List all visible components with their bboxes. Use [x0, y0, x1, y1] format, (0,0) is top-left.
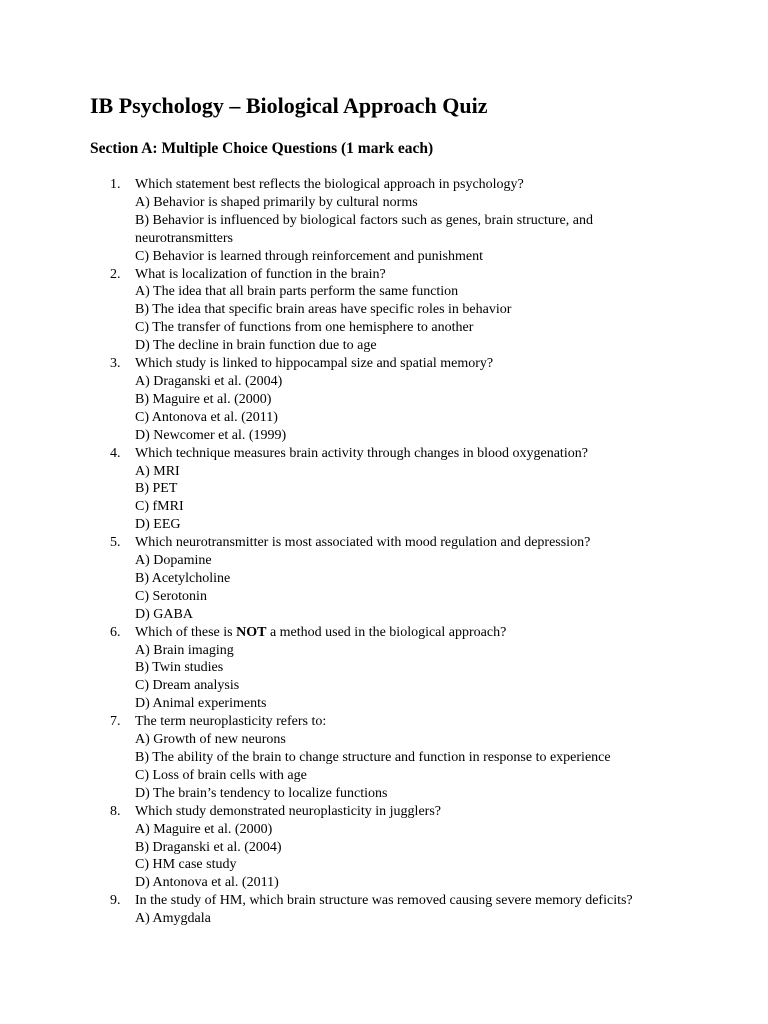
document-title: IB Psychology – Biological Approach Quiz: [90, 93, 488, 118]
answer-option: D) Newcomer et al. (1999): [135, 427, 287, 443]
question-text: Which technique measures brain activity through changes in blood oxygenation?: [135, 445, 588, 461]
answer-option: C) Antonova et al. (2011): [135, 409, 278, 425]
question-number: 4.: [110, 445, 121, 461]
answer-option: B) Draganski et al. (2004): [135, 839, 282, 855]
question-text: Which statement best reflects the biological approach in psychology?: [135, 177, 524, 192]
answer-option: D) Antonova et al. (2011): [135, 875, 279, 891]
section-heading: Section A: Multiple Choice Questions (1 mark each): [90, 140, 434, 157]
question-number: 7.: [110, 714, 121, 730]
question-5: [0, 534, 768, 624]
answer-option: D) EEG: [135, 517, 181, 533]
answer-option: C) Loss of brain cells with age: [135, 767, 307, 783]
answer-option: C) fMRI: [135, 499, 184, 515]
question-text: What is localization of function in the brain?: [135, 266, 386, 282]
answer-option: A) MRI: [135, 463, 180, 479]
question-7: [0, 713, 768, 803]
question-text-end: a method used in the biological approach?: [266, 624, 507, 640]
answer-option: A) The idea that all brain parts perform the same function: [135, 284, 459, 300]
question-2: [0, 266, 768, 356]
answer-option: A) Behavior is shaped primarily by cultural norms: [135, 194, 418, 210]
answer-option: C) HM case study: [135, 857, 237, 873]
answer-option: A) Dopamine: [135, 553, 212, 569]
question-8: [0, 803, 768, 893]
question-number: 5.: [110, 535, 121, 551]
question-text-start: Which of these is: [135, 624, 237, 640]
question-text: In the study of HM, which brain structure was removed causing severe memory deficits?: [135, 893, 633, 909]
answer-option: A) Maguire et al. (2000): [135, 821, 273, 837]
question-list: [0, 176, 768, 928]
answer-option: B) The ability of the brain to change structure and function in response to experience: [135, 750, 611, 765]
question-text: The term neuroplasticity refers to:: [135, 714, 327, 730]
question-text: [135, 624, 688, 642]
question-number: 6.: [110, 624, 121, 640]
answer-option: A) Brain imaging: [135, 642, 234, 658]
question-number: 9.: [110, 893, 121, 909]
answer-option: B) Maguire et al. (2000): [135, 391, 272, 407]
question-1: [0, 176, 768, 266]
answer-option: A) Growth of new neurons: [135, 732, 286, 748]
answer-option: C) The transfer of functions from one hemisphere to another: [135, 320, 474, 336]
answer-option: D) GABA: [135, 606, 193, 622]
answer-option: C) Serotonin: [135, 588, 207, 604]
question-6: [0, 624, 768, 714]
question-3: [0, 355, 768, 445]
answer-option: B) Acetylcholine: [135, 570, 231, 586]
question-text: Which study demonstrated neuroplasticity in jugglers?: [135, 803, 441, 819]
answer-option: B) The idea that specific brain areas have specific roles in behavior: [135, 302, 512, 318]
answer-option: B) PET: [135, 481, 178, 497]
question-number: 3.: [110, 356, 121, 372]
question-number: 1.: [110, 177, 121, 192]
question-number: 2.: [110, 266, 121, 282]
answer-option: C) Dream analysis: [135, 678, 240, 694]
answer-option: B) Behavior is influenced by biological factors such as genes, brain structure, and neurotransmitters: [135, 212, 593, 246]
question-text: Which neurotransmitter is most associated with mood regulation and depression?: [135, 535, 591, 551]
question-text: Which study is linked to hippocampal size and spatial memory?: [135, 356, 494, 372]
answer-option: C) Behavior is learned through reinforcement and punishment: [135, 248, 483, 264]
question-4: [0, 445, 768, 535]
answer-option: D) The decline in brain function due to age: [135, 338, 377, 354]
answer-option: D) Animal experiments: [135, 696, 267, 712]
answer-option: A) Amygdala: [135, 911, 211, 927]
answer-option: A) Draganski et al. (2004): [135, 373, 283, 389]
question-9: [0, 892, 768, 928]
answer-option: B) Twin studies: [135, 660, 224, 676]
question-emphasis: NOT: [236, 624, 267, 640]
question-number: 8.: [110, 803, 121, 819]
answer-option: D) The brain’s tendency to localize functions: [135, 785, 388, 801]
